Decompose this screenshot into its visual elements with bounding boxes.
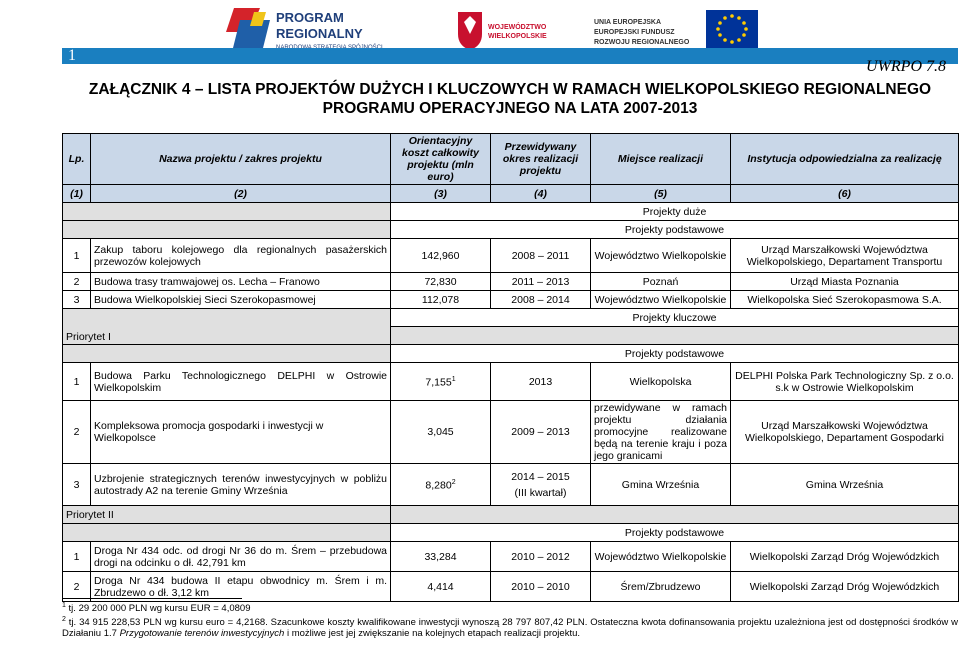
col-num: (1) [63, 185, 91, 203]
col-lp: Lp. [63, 134, 91, 185]
cell-period: 2008 – 2014 [491, 291, 591, 309]
section-kluczowe: Projekty kluczowe [391, 309, 959, 327]
table-row [63, 363, 959, 401]
table-row [63, 542, 959, 572]
cell-lp: 2 [63, 572, 91, 602]
table-row [63, 291, 959, 309]
cell-institution: Wielkopolski Zarząd Dróg Wojewódzkich [731, 542, 959, 572]
footnotes [62, 600, 958, 639]
svg-text:PROGRAM: PROGRAM [276, 10, 344, 25]
cell-cost: 3,045 [391, 401, 491, 464]
svg-text:WOJEWÓDZTWO: WOJEWÓDZTWO [488, 24, 547, 31]
cell-period: 2014 – 2015 (III kwartał) [491, 464, 591, 506]
table-row [63, 239, 959, 273]
col-name: Nazwa projektu / zakres projektu [91, 134, 391, 185]
footnote-2: $^2$ tj. 34 915 228,53 PLN wg kursu euro = 4,2168. Szacunkowe koszty kwalifikowane inwestycji wynoszą 28 797 807,42 PLN. Ostateczna kwota dofinansowania projektu uzależniona jest od dostępności środków w Działaniu 1.7 Przygotowanie terenów inwestycyjnych i możliwe jest jej zwiększanie na kolejnych etapach realizacji projektu. [62, 616, 958, 640]
section-row [63, 309, 959, 327]
cell-name: Budowa trasy tramwajowej os. Lecha – Franowo [91, 273, 391, 291]
program-regionalny-logo [226, 8, 383, 52]
document-code: UWRPO 7.8 [866, 58, 946, 75]
cell-cost: 4,414 [391, 572, 491, 602]
col-num: (3) [391, 185, 491, 203]
cell-lp: 3 [63, 291, 91, 309]
cell-cost: 7,155$^1$ [391, 363, 491, 401]
cell-lp: 1 [63, 363, 91, 401]
cell-place: Wielkopolska [591, 363, 731, 401]
cell-lp: 1 [63, 239, 91, 273]
document-title: ZAŁĄCZNIK 4 – LISTA PROJEKTÓW DUŻYCH I KLUCZOWYCH W RAMACH WIELKOPOLSKIEGO REGIONALNEGO PROGRAMU OPERACYJNEGO NA LATA 2007-2013 [88, 81, 932, 117]
col-period: Przewidywany okres realizacji projektu [491, 134, 591, 185]
priority-1-label: Priorytet I [63, 309, 391, 345]
cell-cost: 112,078 [391, 291, 491, 309]
footnote-1: $^1$ tj. 29 200 000 PLN wg kursu EUR = 4,0809 [62, 602, 251, 615]
subsection-row [63, 524, 959, 542]
cell-place: Poznań [591, 273, 731, 291]
cell-period: 2013 [491, 363, 591, 401]
footnote-separator [62, 598, 242, 599]
cell-name: Uzbrojenie strategicznych terenów inwestycyjnych w pobliżu autostrady A2 na terenie Gminy Września [91, 464, 391, 506]
section-duze: Projekty duże [391, 203, 959, 221]
svg-text:ROZWOJU REGIONALNEGO: ROZWOJU REGIONALNEGO [594, 39, 690, 46]
cell-place: Województwo Wielkopolskie [591, 239, 731, 273]
col-num: (2) [91, 185, 391, 203]
cell-lp: 2 [63, 273, 91, 291]
projects-table [62, 133, 959, 602]
cell-cost: 8,280$^2$ [391, 464, 491, 506]
cell-place: Województwo Wielkopolskie [591, 542, 731, 572]
cell-lp: 1 [63, 542, 91, 572]
table-header-row [63, 134, 959, 185]
table-row [63, 464, 959, 506]
svg-text:REGIONALNY: REGIONALNY [276, 26, 363, 41]
svg-text:UNIA EUROPEJSKA: UNIA EUROPEJSKA [594, 19, 662, 26]
cell-institution: Urząd Marszałkowski Województwa Wielkopolskiego, Departament Gospodarki [731, 401, 959, 464]
cell-cost: 142,960 [391, 239, 491, 273]
eu-logo [594, 10, 758, 48]
priority-2-label: Priorytet II [63, 506, 391, 524]
subsection-podstawowe: Projekty podstawowe [391, 524, 959, 542]
cell-institution: Gmina Września [731, 464, 959, 506]
subsection-podstawowe: Projekty podstawowe [391, 221, 959, 239]
svg-text:WIELKOPOLSKIE: WIELKOPOLSKIE [488, 33, 547, 40]
cell-institution: Wielkopolska Sieć Szerokopasmowa S.A. [731, 291, 959, 309]
footnote-ref: 2 [451, 479, 456, 487]
col-num: (4) [491, 185, 591, 203]
cell-lp: 3 [63, 464, 91, 506]
svg-text:EUROPEJSKI FUNDUSZ: EUROPEJSKI FUNDUSZ [594, 29, 675, 36]
cell-institution: Urząd Miasta Poznania [731, 273, 959, 291]
cell-period: 2009 – 2013 [491, 401, 591, 464]
cell-place: Gmina Września [591, 464, 731, 506]
section-row [63, 506, 959, 524]
table-row [63, 572, 959, 602]
cell-name: Zakup taboru kolejowego dla regionalnych pasażerskich przewozów kolejowych [91, 239, 391, 273]
cell-period: 2011 – 2013 [491, 273, 591, 291]
cell-institution: DELPHI Polska Park Technologiczny Sp. z o.o. s.k w Ostrowie Wielkopolskim [731, 363, 959, 401]
cell-place: przewidywane w ramach projektu działania promocyjne realizowane będą na terenie kraju i poza jego granicami [591, 401, 731, 464]
col-institution: Instytucja odpowiedzialna za realizację [731, 134, 959, 185]
wojewodztwo-logo [458, 12, 547, 50]
table-row [63, 273, 959, 291]
column-numbers-row [63, 185, 959, 203]
subsection-row [63, 345, 959, 363]
cell-name: Droga Nr 434 budowa II etapu obwodnicy m. Śrem i m. Zbrudzewo o dł. 3,12 km [91, 572, 391, 602]
subsection-row [63, 221, 959, 239]
page-number: 1 [68, 47, 76, 64]
cell-period: 2010 – 2012 [491, 542, 591, 572]
cell-period: 2008 – 2011 [491, 239, 591, 273]
subsection-podstawowe: Projekty podstawowe [391, 345, 959, 363]
cell-institution: Wielkopolski Zarząd Dróg Wojewódzkich [731, 572, 959, 602]
cell-place: Śrem/Zbrudzewo [591, 572, 731, 602]
col-num: (6) [731, 185, 959, 203]
footnote-ref: 1 [451, 376, 456, 384]
cell-name: Budowa Wielkopolskiej Sieci Szerokopasmowej [91, 291, 391, 309]
table-row [63, 401, 959, 464]
cell-period: 2010 – 2010 [491, 572, 591, 602]
cell-place: Województwo Wielkopolskie [591, 291, 731, 309]
col-cost: Orientacyjny koszt całkowity projektu (mln euro) [391, 134, 491, 185]
cell-cost: 72,830 [391, 273, 491, 291]
section-row [63, 203, 959, 221]
col-place: Miejsce realizacji [591, 134, 731, 185]
cell-institution: Urząd Marszałkowski Województwa Wielkopolskiego, Departament Transportu [731, 239, 959, 273]
cell-name: Kompleksowa promocja gospodarki i inwestycji w Wielkopolsce [91, 401, 391, 464]
col-num: (5) [591, 185, 731, 203]
cell-name: Droga Nr 434 odc. od drogi Nr 36 do m. Śrem – przebudowa drogi na odcinku o dł. 42,791 km [91, 542, 391, 572]
cell-cost: 33,284 [391, 542, 491, 572]
page-number-bar [62, 48, 958, 64]
cell-name: Budowa Parku Technologicznego DELPHI w Ostrowie Wielkopolskim [91, 363, 391, 401]
cell-lp: 2 [63, 401, 91, 464]
